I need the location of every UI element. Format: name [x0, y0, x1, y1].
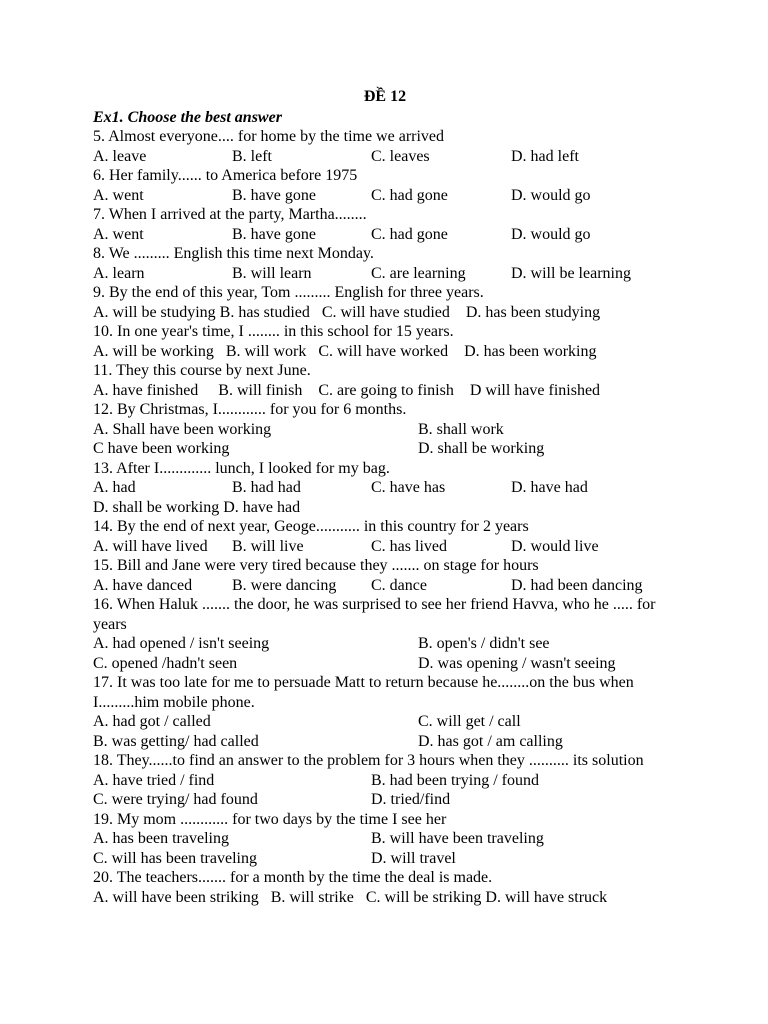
option-c: C. will has been traveling	[93, 849, 257, 867]
options-row	[93, 732, 693, 752]
option-c: C. dance	[371, 576, 427, 594]
options-row	[93, 654, 693, 674]
options-row	[93, 186, 693, 206]
question-text: 5. Almost everyone.... for home by the time we arrived	[93, 128, 445, 145]
option-c: C. are learning	[371, 264, 466, 282]
options-line: A. will be working B. will work C. will have worked D. has been working	[93, 342, 597, 360]
option-c: C. have has	[371, 479, 446, 496]
option-d: D. will travel	[371, 849, 456, 867]
document-page	[93, 87, 693, 907]
options-row	[93, 147, 693, 167]
option-c: C. will get / call	[418, 713, 521, 730]
question-text: 19. My mom ............ for two days by the time I see her	[93, 810, 447, 828]
option-d: D. had left	[511, 147, 579, 165]
options-row	[93, 790, 693, 810]
options-row	[93, 537, 693, 557]
option-c: C. opened /hadn't seen	[93, 654, 238, 672]
question-text: 20. The teachers....... for a month by the time the deal is made.	[93, 869, 493, 886]
option-b: B. were dancing	[232, 576, 337, 594]
question-text: 16. When Haluk ....... the door, he was surprised to see her friend Havva, who he ..... for years	[93, 596, 656, 633]
option-a: A. leave	[93, 147, 147, 165]
options-line: A. will be studying B. has studied C. will have studied D. has been studying	[93, 303, 601, 321]
question-text: 18. They......to find an answer to the problem for 3 hours when they .......... its solution	[93, 752, 644, 769]
option-c: C. has lived	[371, 537, 447, 555]
option-a: A. Shall have been working	[93, 420, 272, 438]
option-b: B. had been trying / found	[371, 771, 539, 789]
option-c: C have been working	[93, 440, 230, 457]
options-row	[93, 849, 693, 869]
option-c: C. were trying/ had found	[93, 791, 258, 808]
exercise-heading: Ex1. Choose the best answer	[93, 108, 282, 126]
option-b: B. open's / didn't see	[418, 635, 550, 652]
option-d: D. tried/find	[371, 791, 451, 808]
question-text: 17. It was too late for me to persuade Matt to return because he........on the bus when I.........him mobile phone.	[93, 674, 634, 711]
option-d: D. would go	[511, 225, 591, 243]
question-text: 12. By Christmas, I............ for you for 6 months.	[93, 401, 407, 418]
options-row	[93, 264, 693, 284]
option-d: D. had been dancing	[511, 576, 643, 594]
question-text: 10. In one year's time, I ........ in this school for 15 years.	[93, 323, 454, 340]
option-a: A. have tried / find	[93, 771, 215, 789]
option-d: D. would live	[511, 537, 599, 555]
question-text: 13. After I............. lunch, I looked for my bag.	[93, 459, 390, 477]
option-a: A. had got / called	[93, 713, 211, 730]
question-text: 8. We ......... English this time next Monday.	[93, 245, 374, 262]
option-b: B. had had	[232, 479, 301, 496]
options-row	[93, 712, 693, 732]
option-d: D. have had	[511, 479, 588, 496]
option-b: B. will learn	[232, 264, 312, 282]
question-text: 15. Bill and Jane were very tired because they ....... on stage for hours	[93, 557, 539, 574]
option-a: A. will have lived	[93, 537, 208, 555]
option-b: B. was getting/ had called	[93, 732, 259, 750]
option-a: A. have danced	[93, 576, 193, 594]
options-row	[93, 225, 693, 245]
options-row	[93, 478, 693, 498]
options-row	[93, 576, 693, 596]
option-a: A. went	[93, 186, 144, 204]
question-text: 6. Her family...... to America before 1975	[93, 167, 358, 184]
page-title: ĐỀ 12	[363, 88, 407, 105]
question-text: 9. By the end of this year, Tom ......... English for three years.	[93, 284, 484, 301]
option-b: B. have gone	[232, 225, 316, 243]
option-b: B. will live	[232, 537, 304, 555]
option-b: B. left	[232, 147, 272, 165]
options-line: D. shall be working D. have had	[93, 498, 301, 516]
option-d: D. shall be working	[418, 440, 545, 457]
option-c: C. leaves	[371, 147, 430, 165]
options-row	[93, 439, 693, 459]
question-text: 14. By the end of next year, Geoge........... in this country for 2 years	[93, 518, 529, 535]
question-text: 11. They this course by next June.	[93, 362, 311, 379]
option-b: B. have gone	[232, 186, 316, 204]
option-a: A. learn	[93, 264, 145, 282]
option-d: D. was opening / wasn't seeing	[418, 654, 616, 672]
option-a: A. had opened / isn't seeing	[93, 635, 270, 652]
options-line: A. have finished B. will finish C. are going to finish D will have finished	[93, 381, 601, 399]
option-a: A. went	[93, 225, 144, 243]
option-d: D. would go	[511, 186, 591, 204]
options-row	[93, 829, 693, 849]
option-a: A. has been traveling	[93, 830, 229, 847]
options-row	[93, 420, 693, 440]
option-b: B. shall work	[418, 420, 504, 438]
option-d: D. will be learning	[511, 264, 631, 282]
option-a: A. had	[93, 479, 136, 496]
option-b: B. will have been traveling	[371, 830, 544, 847]
option-c: C. had gone	[371, 225, 448, 243]
option-d: D. has got / am calling	[418, 732, 563, 750]
options-row	[93, 771, 693, 791]
options-row	[93, 634, 693, 654]
question-text: 7. When I arrived at the party, Martha........	[93, 206, 367, 223]
options-line: A. will have been striking B. will strike C. will be striking D. will have struck	[93, 888, 608, 906]
option-c: C. had gone	[371, 186, 448, 204]
